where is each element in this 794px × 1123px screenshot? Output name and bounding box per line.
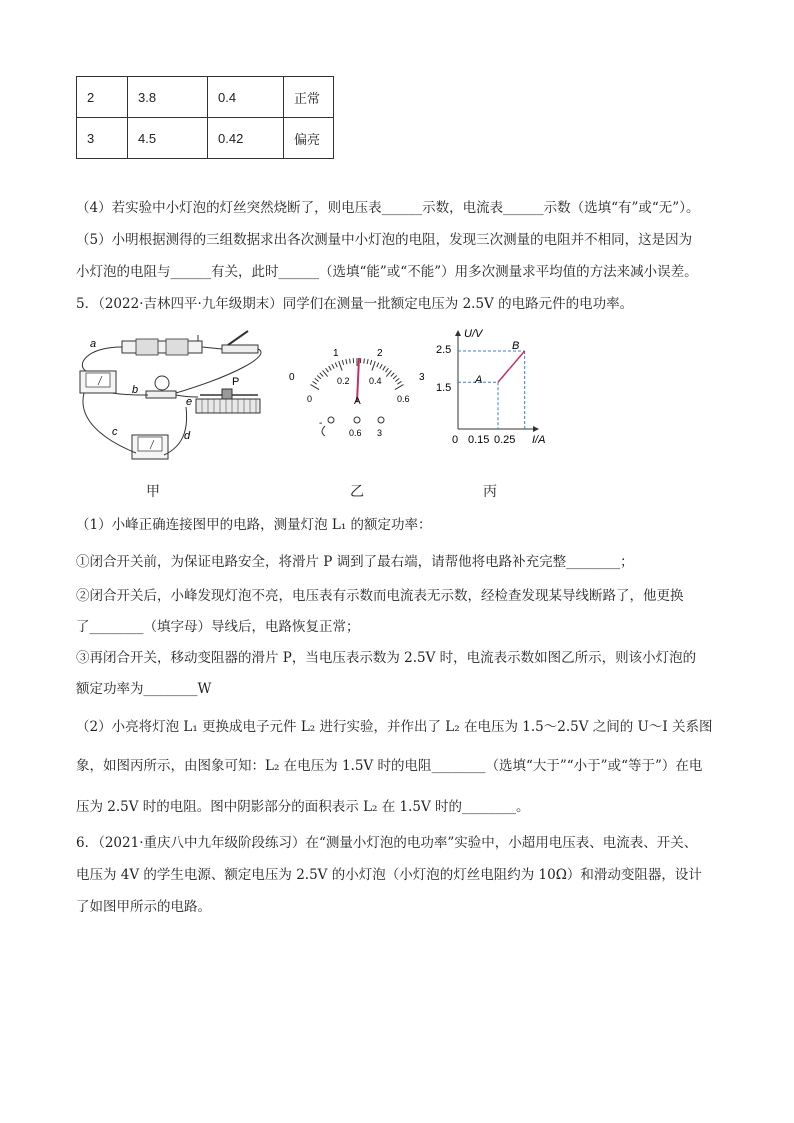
x-axis-label: I/A: [532, 434, 546, 446]
dial-tick: [332, 364, 334, 368]
dial-tick: [342, 360, 343, 365]
dial-bottom-label: 0.2: [337, 376, 350, 386]
table-cell: 3.8: [128, 77, 208, 118]
wire-label-b: b: [132, 384, 139, 396]
ammeter-icon: [132, 435, 168, 459]
ammeter-dial-figure: [285, 340, 430, 440]
table-row: [77, 118, 334, 159]
dial-tick: [339, 361, 342, 370]
table-cell: 0.42: [208, 118, 284, 159]
terminal-label: -: [319, 418, 323, 429]
dial-tick: [395, 378, 399, 381]
caption-jia: 甲: [146, 484, 160, 500]
table-row: [77, 77, 334, 118]
table-cell: 0.4: [208, 77, 284, 118]
problem-6-cont2: 了如图甲所示的电路。: [76, 899, 211, 915]
dial-tick: [391, 373, 394, 377]
terminal-label: 3: [377, 428, 383, 438]
question-5-text-cont: 小灯泡的电阻与______有关，此时______（选填“能”或“不能”）用多次测量求平均值的方法来减小误差。: [76, 264, 698, 280]
voltmeter-icon: [80, 371, 116, 393]
x-tick-label: 0.25: [494, 434, 516, 446]
y-tick-label: 1.5: [436, 382, 452, 394]
dial-tick: [317, 376, 321, 379]
dial-top-label: 3: [419, 372, 425, 383]
question-4-text: （4）若实验中小灯泡的灯丝突然烧断了，则电压表______示数，电流表______示数（选填“有”或“无”）。: [76, 200, 700, 216]
dial-tick: [346, 359, 347, 364]
dial-tick: [380, 364, 382, 368]
q5-part2-cont2: 压为 2.5V 时的电阻。图中阴影部分的面积表示 L₂ 在 1.5V 时的________。: [76, 799, 530, 815]
problem-5-stem: 5．（2022·吉林四平·九年级期末）同学们在测量一批额定电压为 2.5V 的电路元件的电功率。: [76, 296, 634, 312]
dial-bottom-label: 0.4: [369, 376, 382, 386]
dial-tick: [335, 363, 337, 368]
terminal-icon: [354, 417, 360, 423]
x-tick-label: 0.15: [468, 434, 490, 446]
problem-6-cont: 电压为 4V 的学生电源、额定电压为 2.5V 的小灯泡（小灯泡的灯丝电阻约为 10Ω）和滑动变阻器，设计: [76, 867, 702, 883]
dial-tick: [323, 370, 328, 376]
battery-icon: [122, 335, 202, 355]
dial-top-label: 0: [289, 372, 295, 383]
x-tick-label: 0: [452, 434, 459, 446]
problem-6-stem: 6．（2021·重庆八中九年级阶段练习）在“测量小灯泡的电功率”实验中，小超用电压表、电流表、开关、: [76, 835, 698, 851]
dial-tick: [329, 366, 332, 370]
data-table: [76, 76, 334, 159]
table-cell: 偏亮: [284, 118, 334, 159]
table-cell: 4.5: [128, 118, 208, 159]
dial-tick: [311, 385, 320, 390]
table-cell: 3: [77, 118, 128, 159]
table-cell: 正常: [284, 77, 334, 118]
dial-tick: [326, 368, 329, 372]
dial-tick: [372, 361, 375, 370]
point-label-a: A: [475, 374, 483, 386]
dial-top-label: 1: [333, 348, 339, 359]
q5-step3: ③再闭合开关，移动变阻器的滑片 P，当电压表示数为 2.5V 时，电流表示数如图乙所示，则该小灯泡的: [76, 650, 697, 666]
dial-tick: [313, 381, 317, 384]
y-axis-label: U/V: [464, 328, 483, 340]
dial-tick: [315, 378, 319, 381]
q5-part1: （1）小峰正确连接图甲的电路，测量灯泡 L₁ 的额定功率：: [76, 517, 432, 533]
q5-step1: ①闭合开关前，为保证电路安全，将滑片 P 调到了最右端，请帮他将电路补充完整________；: [76, 554, 634, 570]
caption-yi: 乙: [350, 484, 364, 500]
q5-part2-cont: 象，如图丙所示，由图象可知：L₂ 在电压为 1.5V 时的电阻________（选填“大于”“小于”或“等于”）在电: [76, 758, 703, 774]
terminal-label: 0.6: [349, 428, 362, 438]
question-5-text: （5）小明根据测得的三组数据求出各次测量中小灯泡的电阻，发现三次测量的电阻并不相同，这是因为: [76, 232, 693, 248]
q5-step3-cont: 额定功率为________W: [76, 681, 212, 697]
dial-tick: [397, 381, 401, 384]
dial-top-label: 2: [377, 348, 383, 359]
ui-graph: [430, 325, 560, 450]
dial-unit: A: [354, 396, 361, 407]
dial-tick: [377, 363, 379, 368]
dial-bottom-label: 0.6: [397, 394, 410, 404]
q5-step2: ②闭合开关后，小峰发现灯泡不亮，电压表有示数而电流表无示数，经检查发现某导线断路了，他更换: [76, 588, 684, 604]
terminal-icon: [378, 417, 384, 423]
dial-tick: [395, 385, 404, 390]
point-label-b: B: [512, 340, 520, 352]
bulb-icon: [146, 376, 176, 398]
terminal-icon: [328, 417, 334, 423]
dial-tick: [386, 368, 389, 372]
dial-tick: [320, 373, 323, 377]
circuit-figure: [76, 325, 276, 475]
q5-step2-cont: 了________（填字母）导线后，电路恢复正常；: [76, 619, 360, 635]
wire-label-e: e: [186, 396, 193, 408]
y-tick-label: 2.5: [436, 344, 452, 356]
dial-tick: [364, 359, 365, 364]
rheostat-icon: [196, 389, 260, 413]
caption-bing: 丙: [483, 484, 497, 500]
dial-tick: [370, 360, 371, 365]
dial-tick: [393, 376, 397, 379]
slider-label-p: P: [232, 376, 240, 388]
wire-label-c: c: [112, 426, 118, 438]
dial-bottom-label: 0: [307, 394, 313, 404]
dial-tick: [386, 370, 391, 376]
dial-tick: [383, 366, 386, 370]
ui-line: [498, 351, 525, 382]
switch-icon: [222, 331, 258, 353]
q5-part2: （2）小亮将灯泡 L₁ 更换成电子元件 L₂ 进行实验，并作出了 L₂ 在电压为 1.5～2.5V 之间的 U～I 关系图: [76, 719, 713, 735]
dial-tick: [350, 359, 351, 364]
dial-tick: [367, 359, 368, 364]
wire-label-d: d: [184, 430, 191, 442]
wire-label-a: a: [90, 338, 97, 350]
table-cell: 2: [77, 77, 128, 118]
